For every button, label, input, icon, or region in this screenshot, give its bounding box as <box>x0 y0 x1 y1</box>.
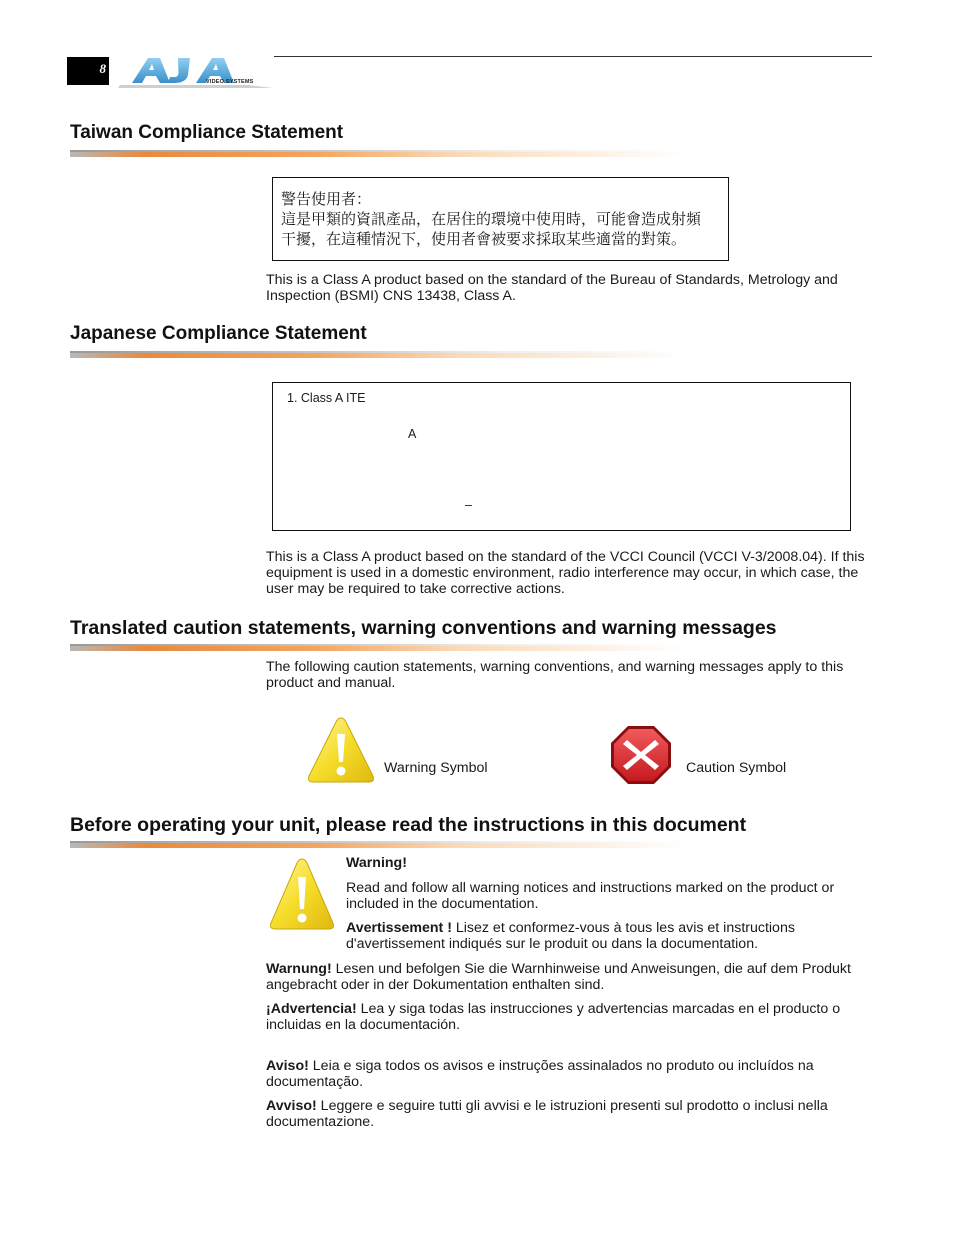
japanese-box-line: 1. Class A ITE <box>287 391 366 405</box>
warning-german: Warnung! Lesen und befolgen Sie die Warnhinweise und Anweisungen, die auf dem Produkt angebracht oder in der Dokumentation enthalten sind. <box>266 961 851 993</box>
warning-italian: Avviso! Leggere e seguire tutti gli avvisi e le istruzioni presenti sul prodotto o inclusi nella documentazione. <box>266 1098 828 1130</box>
translated-body: The following caution statements, warning conventions, and warning messages apply to this product and manual. <box>266 659 844 691</box>
japanese-statement-box <box>272 382 851 531</box>
taiwan-box-line: 干擾，在這種情況下，使用者會被要求採取某些適當的對策。 <box>281 230 687 248</box>
section-rule <box>70 644 685 651</box>
taiwan-body: This is a Class A product based on the standard of the Bureau of Standards, Metrology and Inspection (BSMI) CNS 13438, Class A. <box>266 272 838 304</box>
before-title: Before operating your unit, please read the instructions in this document <box>70 814 747 836</box>
section-rule <box>70 841 685 848</box>
logo-subtext: VIDEO SYSTEMS <box>206 79 254 85</box>
translated-title: Translated caution statements, warning conventions and warning messages <box>70 617 777 639</box>
taiwan-box-line: 警告使用者： <box>281 190 372 208</box>
aja-logo <box>118 55 278 89</box>
warning-portuguese: Aviso! Leia e siga todos os avisos e instruções assinalados no produto ou incluídos na documentação. <box>266 1058 814 1090</box>
caution-octagon-icon <box>610 725 672 785</box>
caution-symbol-label: Caution Symbol <box>686 760 787 776</box>
warning-symbol-label: Warning Symbol <box>384 760 488 776</box>
japanese-title: Japanese Compliance Statement <box>70 323 367 344</box>
page-number: 8 <box>67 57 109 85</box>
header-rule <box>274 56 872 57</box>
section-rule <box>70 351 685 358</box>
taiwan-title: Taiwan Compliance Statement <box>70 122 344 143</box>
warning-heading: Warning! <box>346 855 407 871</box>
japanese-body: This is a Class A product based on the standard of the VCCI Council (VCCI V-3/2008.04). If this equipment is used in a domestic environment, radio interference may occur, in which case, the user may be required to take corrective actions. <box>266 549 865 597</box>
warning-triangle-icon <box>306 716 376 784</box>
taiwan-statement-box <box>272 177 729 261</box>
warning-spanish: ¡Advertencia! Lea y siga todas las instrucciones y advertencias marcadas en el producto o incluidas en la documentación. <box>266 1001 841 1033</box>
japanese-box-line: – <box>465 498 472 512</box>
japanese-box-line: A <box>408 427 417 441</box>
warning-text: Read and follow all warning notices and instructions marked on the product or included in the documentation. <box>346 880 835 912</box>
section-rule <box>70 150 685 157</box>
warning-french: Avertissement ! Lisez et conformez-vous à tous les avis et instructions d'avertissement indiqués sur le produit ou dans la documentation. <box>346 920 795 952</box>
taiwan-box-line: 這是甲類的資訊產品，在居住的環境中使用時，可能會造成射頻 <box>281 210 702 228</box>
warning-triangle-icon <box>268 857 336 931</box>
